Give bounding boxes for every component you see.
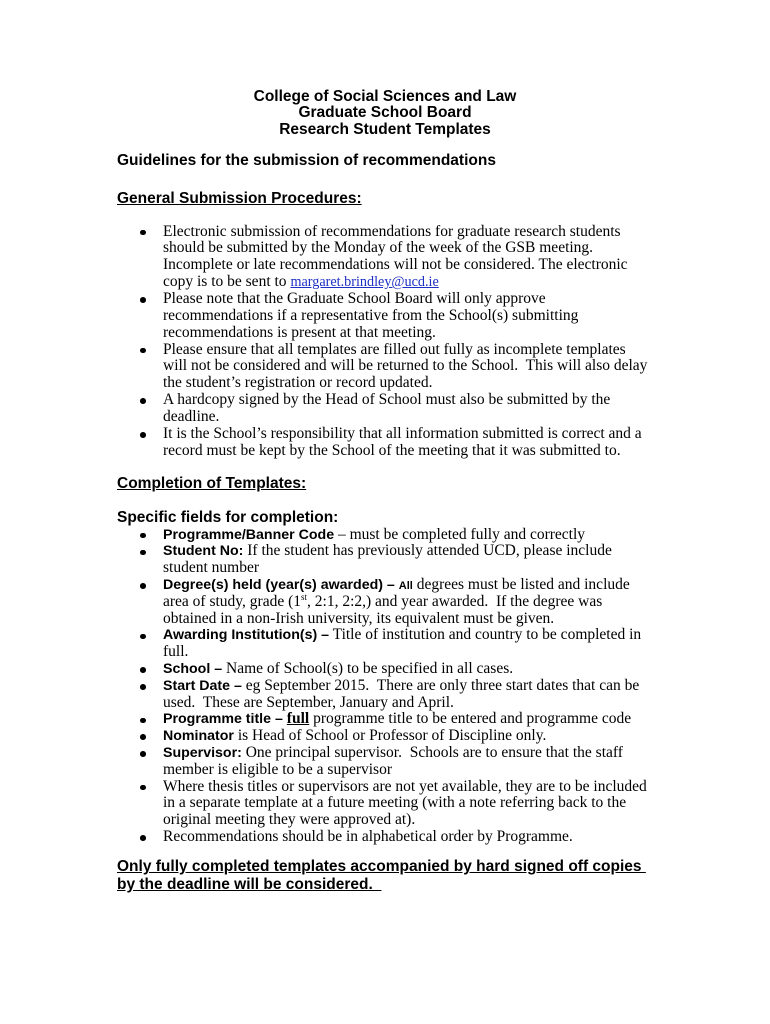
title-line-college: College of Social Sciences and Law: [253, 87, 517, 105]
field-description: – must be completed fully and correctly: [334, 525, 586, 543]
bullet-marker: [140, 634, 146, 640]
document-title: [0, 89, 770, 139]
ordinal-superscript: st: [301, 591, 308, 602]
field-item-start-date: [163, 678, 647, 712]
item-line: Electronic submission of recommendations for graduate research students: [163, 222, 621, 240]
item-line: will not be considered and will be returned to the School. This will also delay: [163, 357, 648, 375]
list-item: [163, 224, 647, 291]
field-description: If the student has previously attended UCD, please include: [243, 542, 612, 560]
emphasis-text: full: [286, 710, 310, 728]
item-line: full.: [163, 643, 189, 661]
item-line: [163, 745, 647, 762]
bullet-marker: [140, 550, 146, 556]
bullet-marker: [140, 734, 146, 740]
item-line: [163, 627, 647, 644]
item-line: recommendations if a representative from the School(s) submitting: [163, 306, 579, 324]
item-line: It is the School’s responsibility that all information submitted is correct and a: [163, 424, 642, 442]
field-item-school: [163, 661, 647, 678]
field-description: Title of institution and country to be completed in: [329, 626, 642, 644]
bullet-marker: [140, 667, 146, 673]
item-line: member is eligible to be a supervisor: [163, 760, 392, 778]
item-line: the student’s registration or record updated.: [163, 374, 433, 392]
item-line: obtained in a non-Irish university, its equivalent must be given.: [163, 609, 555, 627]
title-line-board: Graduate School Board: [298, 104, 472, 122]
field-item-ordering: [163, 829, 647, 846]
field-item-awarding-institution: [163, 627, 647, 661]
completion-heading: Completion of Templates:: [117, 474, 307, 492]
item-line: record must be kept by the School of the meeting that it was submitted to.: [163, 441, 621, 459]
field-description: is Head of School or Professor of Discipline only.: [233, 727, 547, 745]
specific-fields-heading: Specific fields for completion:: [117, 508, 339, 526]
item-line: A hardcopy signed by the Head of School must also be submitted by the: [163, 391, 611, 409]
item-line: Recommendations should be in alphabetical order by Programme.: [163, 827, 573, 845]
field-item-student-no: [163, 543, 647, 577]
item-line: should be submitted by the Monday of the week of the GSB meeting.: [163, 239, 594, 257]
field-label: Degree(s) held (year(s) awarded) –: [163, 576, 399, 593]
email-link[interactable]: margaret.brindley@ucd.ie: [290, 274, 439, 291]
field-item-degrees: [163, 577, 647, 627]
field-label: Supervisor:: [163, 744, 242, 761]
item-line: [163, 711, 647, 728]
field-item-supervisor: [163, 745, 647, 779]
guidelines-heading: Guidelines for the submission of recommendations: [117, 151, 496, 169]
field-label: Nominator: [163, 728, 234, 745]
item-line: Incomplete or late recommendations will not be considered. The electronic: [163, 256, 628, 274]
final-note-line: Only fully completed templates accompanied by hard signed off copies: [117, 858, 646, 875]
bullet-marker: [140, 684, 146, 690]
field-label: Programme title –: [163, 711, 287, 728]
field-label: Start Date –: [163, 677, 242, 694]
bullet-marker: [140, 398, 146, 404]
field-item-programme-title: [163, 711, 647, 728]
bullet-marker: [140, 583, 146, 589]
item-line: [163, 274, 647, 291]
field-description: One principal supervisor. Schools are to ensure that the staff: [241, 743, 623, 761]
field-description: Name of School(s) to be specified in all cases.: [222, 659, 514, 677]
item-line-text: copy is to be sent to: [163, 273, 291, 291]
field-item-thesis-titles: [163, 779, 647, 829]
final-note-line: by the deadline will be considered.: [117, 876, 382, 893]
general-procedures-heading: General Submission Procedures:: [117, 189, 362, 207]
list-item: [163, 392, 647, 426]
item-line: in a separate template at a future meeting (with a note referring back to the: [163, 794, 627, 812]
specific-fields-list: [163, 527, 647, 846]
item-line: Please note that the Graduate School Board will only approve: [163, 289, 546, 307]
field-description: programme title to be entered and programme code: [309, 710, 632, 728]
item-line: [163, 577, 647, 594]
bullet-marker: [140, 432, 146, 438]
bullet-marker: [140, 230, 146, 236]
item-line: original meeting they were approved at).: [163, 811, 416, 829]
item-line: [163, 678, 647, 695]
field-description: area of study, grade (1: [163, 592, 302, 610]
list-item: [163, 342, 647, 393]
bullet-marker: [140, 835, 146, 841]
item-line: deadline.: [163, 407, 220, 425]
field-item-nominator: [163, 728, 647, 745]
list-item: [163, 291, 647, 342]
field-label: School –: [163, 660, 223, 677]
field-description: degrees must be listed and include: [412, 575, 630, 593]
field-label: Student No:: [163, 543, 244, 560]
item-line: [163, 728, 647, 745]
item-line: Where thesis titles or supervisors are not yet available, they are to be included: [163, 777, 647, 795]
item-line: student number: [163, 559, 259, 577]
bullet-marker: [140, 718, 146, 724]
item-line: [163, 527, 647, 544]
bullet-marker: [140, 533, 146, 539]
final-note: [117, 858, 646, 894]
field-description: eg September 2015. There are only three start dates that can be: [241, 676, 640, 694]
bullet-marker: [140, 785, 146, 791]
item-line: recommendations is present at that meeting.: [163, 323, 436, 341]
list-item: [163, 426, 647, 460]
bullet-marker: [140, 751, 146, 757]
field-description: , 2:1, 2:2,) and year awarded. If the degree was: [307, 592, 603, 610]
field-label: Awarding Institution(s) –: [163, 627, 330, 644]
bullet-marker: [140, 348, 146, 354]
field-label-minor: All: [398, 579, 413, 592]
title-line-templates: Research Student Templates: [279, 120, 491, 138]
bullet-marker: [140, 297, 146, 303]
field-label: Programme/Banner Code: [163, 526, 335, 543]
item-line: Please ensure that all templates are filled out fully as incomplete templates: [163, 340, 626, 358]
item-line: [163, 543, 647, 560]
general-procedures-list: [163, 224, 647, 460]
item-line: used. These are September, January and April.: [163, 693, 454, 711]
field-item-programme-code: [163, 527, 647, 544]
item-line: [163, 591, 647, 611]
item-line: [163, 661, 647, 678]
